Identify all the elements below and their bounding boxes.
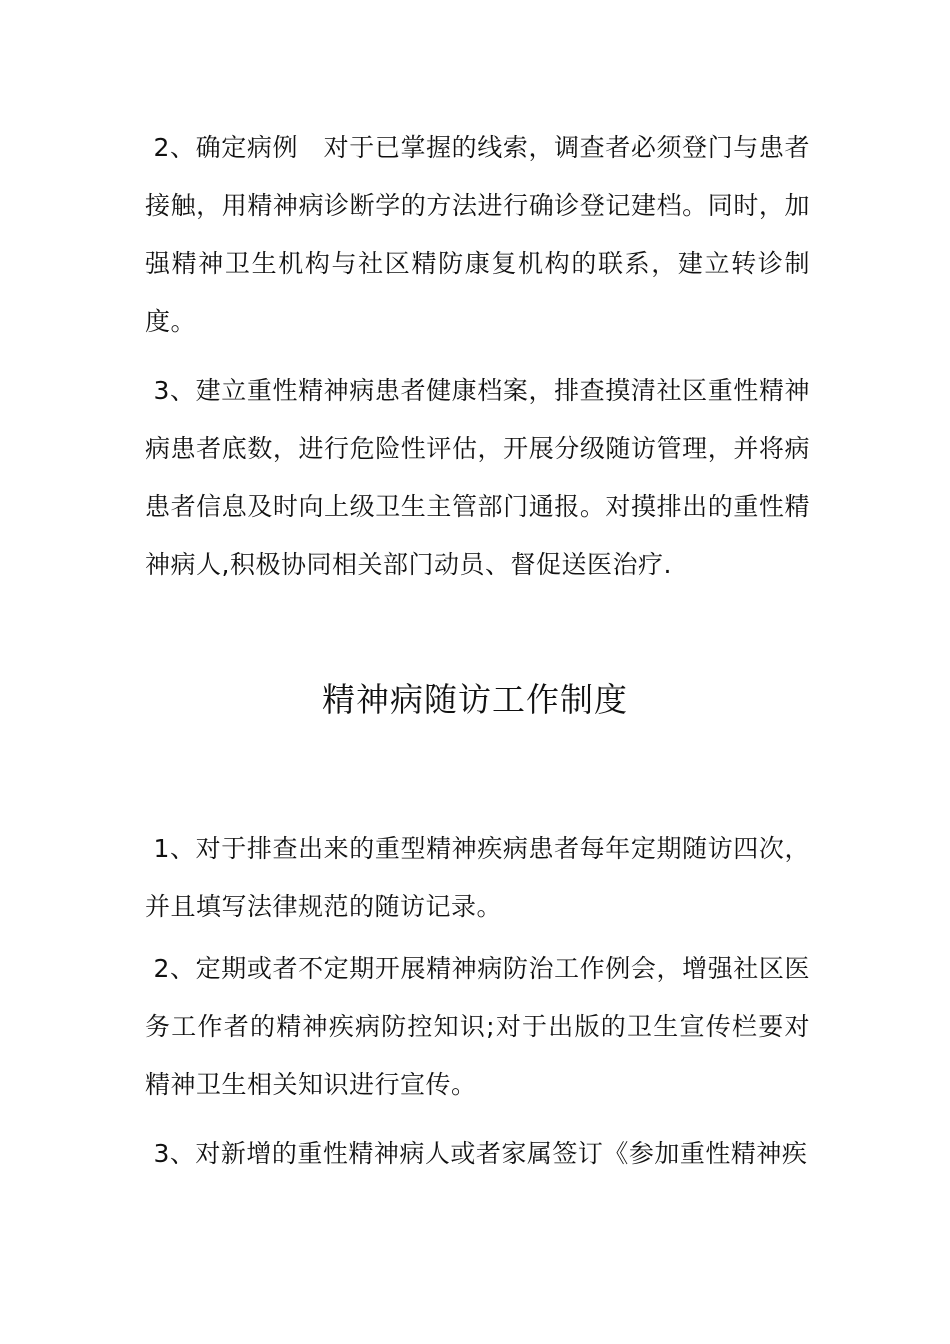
paragraph-new-patients-agreement [145, 1125, 810, 1183]
paragraph-confirm-cases [145, 119, 810, 351]
section-title: 精神病随访工作制度 [322, 680, 628, 719]
paragraph-text: 1、对于排查出来的重型精神疾病患者每年定期随访四次，并且填写法律规范的随访记录。 [145, 834, 810, 921]
paragraph-text: 2、确定病例 对于已掌握的线索，调查者必须登门与患者接触，用精神病诊断学的方法进行确诊登记建档。同时，加强精神卫生机构与社区精防康复机构的联系，建立转诊制度。 [145, 133, 810, 336]
paragraph-health-records [145, 362, 810, 594]
paragraph-text: 3、建立重性精神病患者健康档案，排查摸清社区重性精神病患者底数，进行危险性评估，开展分级随访管理，并将病患者信息及时向上级卫生主管部门通报。对摸排出的重性精神病人,积极协同相关部门动员、督促送医治疗. [145, 376, 810, 579]
paragraph-work-meetings [145, 940, 810, 1114]
paragraph-follow-up-visits [145, 820, 810, 936]
paragraph-text: 3、对新增的重性精神病人或者家属签订《参加重性精神疾 [145, 1139, 808, 1168]
paragraph-text: 2、定期或者不定期开展精神病防治工作例会，增强社区医务工作者的精神疾病防控知识;对于出版的卫生宣传栏要对精神卫生相关知识进行宣传。 [145, 954, 810, 1099]
